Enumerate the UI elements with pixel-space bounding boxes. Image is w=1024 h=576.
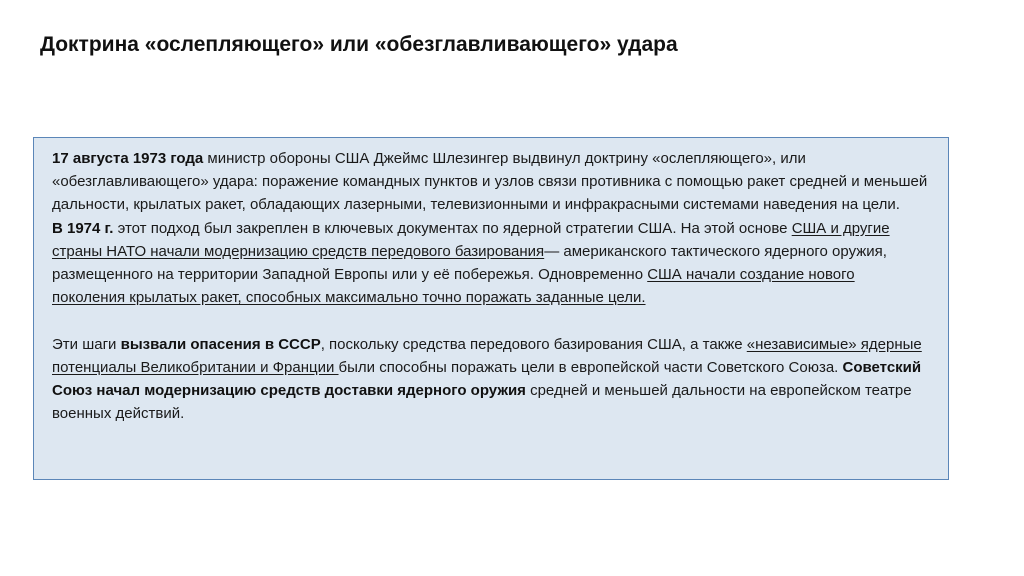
paragraph-2 bbox=[52, 217, 930, 310]
paragraph-3 bbox=[52, 333, 930, 426]
p3-text-1: Эти шаги bbox=[52, 335, 121, 353]
p3-text-2: , поскольку средства передового базирования США, а также bbox=[320, 335, 747, 353]
p3-text-3: были способны поражать цели в европейской части Советского Союза. bbox=[338, 358, 843, 376]
p2-text-1: этот подход был закреплен в ключевых документах по ядерной стратегии США. На этой основе bbox=[113, 219, 792, 237]
p3-text-4: средней и меньшей дальности на европейском театре военных действий. bbox=[52, 382, 912, 423]
date-bold: 17 августа 1973 года bbox=[52, 150, 204, 167]
p2-underline-1: США и другие страны НАТО начали модернизацию средств передового базирования bbox=[52, 219, 890, 260]
paragraph-spacer bbox=[52, 309, 930, 332]
p3-bold-1: вызвали опасения в СССР bbox=[120, 335, 321, 353]
paragraph-1 bbox=[52, 147, 930, 217]
p2-underline-2: США начали создание нового поколения крылатых ракет, способных максимально точно поражать заданные цели. bbox=[52, 266, 855, 307]
content-box bbox=[33, 137, 949, 480]
p3-bold-2: Советский Союз начал модернизацию средств доставки ядерного оружия bbox=[52, 358, 922, 400]
year-bold: В 1974 г. bbox=[52, 219, 114, 237]
p3-underline-1: «независимые» ядерные потенциалы Великобритании и Франции bbox=[52, 335, 922, 376]
slide-title: Доктрина «ослепляющего» или «обезглавливающего» удара bbox=[40, 33, 678, 56]
p1-text: министр обороны США Джеймс Шлезингер выдвинул доктрину «ослепляющего», или «обезглавливающего» удара: поражение командных пунктов и узлов связи противника с помощью ракет средней и меньшей дальности, крылатых ракет, обладающих лазерными, телевизионными и инфракрасными системами наведения на цели. bbox=[52, 150, 928, 214]
p2-text-2: — американского тактического ядерного оружия, размещенного на территории Западной Европы или у её побережья. Одновременно bbox=[52, 242, 887, 284]
